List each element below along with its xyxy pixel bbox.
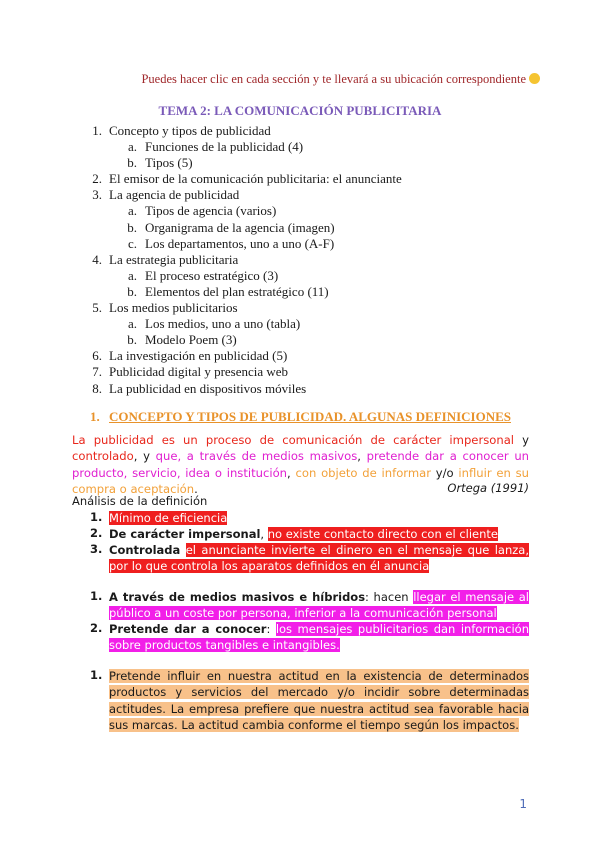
toc-item-number: 1. — [92, 123, 102, 138]
definition-part-2: y — [514, 433, 530, 447]
list-item-content — [109, 526, 529, 542]
list-item-content — [109, 510, 529, 526]
toc-item-label[interactable]: La investigación en publicidad (5) — [109, 348, 288, 364]
list-item-number: 1. — [90, 510, 103, 524]
toc-item-number: a. — [127, 267, 137, 283]
toc-item-label[interactable]: Los departamentos, uno a uno (A-F) — [145, 235, 335, 251]
toc-item-number: 7. — [92, 364, 102, 380]
toc-item[interactable] — [0, 364, 600, 380]
document-title: TEMA 2: LA COMUNICACIÓN PUBLICITARIA — [158, 103, 442, 118]
toc-item-label[interactable]: El proceso estratégico (3) — [145, 267, 279, 283]
section-number: 1. — [90, 409, 100, 424]
definition-part-3: controlado — [72, 449, 134, 464]
definition-part-9: con objeto de informar — [295, 465, 432, 480]
toc-item-number: 8. — [92, 380, 102, 396]
toc-item-label[interactable]: La agencia de publicidad — [109, 187, 240, 203]
list-item-number: 2. — [90, 621, 103, 635]
navigation-note — [0, 72, 540, 87]
toc-item[interactable] — [0, 381, 600, 397]
toc-item-label[interactable]: Elementos del plan estratégico (11) — [145, 283, 329, 299]
toc-item-label[interactable]: Publicidad digital y presencia web — [109, 364, 289, 380]
definition-part-8: , — [287, 465, 296, 480]
toc-subitem[interactable] — [0, 316, 600, 332]
toc-item-label[interactable]: Concepto y tipos de publicidad — [109, 123, 271, 138]
definition-part-10: y/o — [431, 465, 459, 480]
definition-part-6: , — [357, 449, 367, 464]
toc-item-number: 5. — [92, 300, 102, 316]
toc-item-label[interactable]: Los medios publicitarios — [109, 300, 238, 316]
toc-item[interactable] — [0, 252, 600, 268]
bold-term: Pretende dar a conocer — [109, 622, 267, 636]
toc-item-number: b. — [127, 219, 137, 235]
highlighted-text: no existe contacto directo con el cliente — [267, 527, 499, 541]
definition-part-5: que, a través de medios masivos — [155, 449, 358, 464]
toc-item-number: a. — [127, 316, 137, 332]
toc-item-label[interactable]: La publicidad en dispositivos móviles — [109, 380, 307, 396]
toc-item-number: b. — [127, 283, 137, 299]
definition-part-4: , y — [133, 449, 156, 464]
highlighted-text: Pretende influir en nuestra actitud en la existencia de determinados productos y servicios del mercado y/o incidir sobre determinadas actitudes. La empresa prefiere que nuestra actitud sea favorable hacia sus marcas. La actitud cambia conforme el tiempo según los impactos. — [109, 669, 529, 732]
section-title-link[interactable]: CONCEPTO Y TIPOS DE PUBLICIDAD. ALGUNAS DEFINICIONES — [109, 409, 511, 424]
toc-item[interactable] — [0, 300, 600, 316]
toc-subitem[interactable] — [0, 284, 600, 300]
toc-item[interactable] — [0, 171, 600, 187]
list-item-content — [109, 621, 529, 654]
separator-text — [180, 543, 185, 557]
separator-text: : — [266, 622, 276, 636]
toc-item-label[interactable]: Tipos (5) — [145, 155, 193, 171]
toc-item-label[interactable]: Funciones de la publicidad (4) — [145, 139, 304, 155]
note-text: Puedes hacer clic en cada sección y te llevará a su ubicación correspondiente — [141, 72, 526, 86]
bold-term: Controlada — [109, 543, 181, 557]
definition-author: Ortega (1991) — [447, 481, 529, 495]
highlighted-text: el anunciante invierte el dinero en el mensaje que lanza, por lo que controla los aparatos definidos en él anuncia — [109, 543, 529, 574]
bold-term: De carácter impersonal — [109, 527, 261, 541]
toc-item-label[interactable]: Organigrama de la agencia (imagen) — [145, 219, 335, 235]
highlighted-text: los mensajes publicitarios dan información sobre productos tangibles e intangibles. — [109, 622, 529, 653]
toc-subitem[interactable] — [0, 332, 600, 348]
separator-text: , — [260, 527, 268, 541]
highlighted-text: llegar el mensaje al público a un coste por persona, inferior a la comunicación personal — [109, 590, 529, 621]
list-item-content — [109, 668, 529, 733]
toc-item-number: 2. — [92, 171, 102, 187]
toc-item-label[interactable]: Los medios, uno a uno (tabla) — [145, 316, 301, 332]
toc-subitem[interactable] — [0, 139, 600, 155]
list-item-number: 2. — [90, 526, 103, 540]
list-item-content — [109, 542, 529, 575]
toc-item[interactable] — [0, 187, 600, 203]
list-item-number: 1. — [90, 589, 103, 603]
toc-item-label[interactable]: La estrategia publicitaria — [109, 251, 239, 267]
toc-item-number: 6. — [92, 348, 102, 364]
toc-item-number: a. — [127, 203, 137, 219]
page-number: 1 — [519, 797, 527, 811]
toc-item-number: a. — [127, 139, 137, 155]
separator-text: : hacen — [365, 590, 414, 604]
toc-item-number: b. — [127, 332, 137, 348]
table-of-contents — [0, 123, 600, 397]
definition-part-7: pretende dar a conocer un producto, servicio, idea o institución — [72, 449, 530, 480]
toc-subitem[interactable] — [0, 268, 600, 284]
toc-item-label[interactable]: El emisor de la comunicación publicitaria: el anunciante — [109, 171, 402, 187]
toc-item-number: 4. — [92, 251, 102, 267]
toc-item-label[interactable]: Tipos de agencia (varios) — [145, 203, 277, 219]
toc-subitem[interactable] — [0, 236, 600, 252]
bold-term: A través de medios masivos e híbridos — [109, 590, 366, 604]
definition-part-1: La publicidad es un proceso de comunicación de carácter impersonal — [72, 433, 515, 447]
toc-item[interactable] — [0, 348, 600, 364]
toc-item-number: 3. — [92, 187, 102, 203]
analysis-label: Análisis de la definición — [72, 494, 208, 508]
definition-part-11: influir en su compra o aceptación — [72, 465, 530, 496]
definition-part-12: . — [194, 481, 198, 496]
toc-item[interactable] — [0, 123, 600, 139]
toc-subitem[interactable] — [0, 203, 600, 219]
list-item-number: 3. — [90, 542, 103, 556]
toc-item-number: c. — [127, 235, 137, 251]
smiley-emoji-icon — [529, 73, 540, 84]
toc-subitem[interactable] — [0, 220, 600, 236]
list-item-content — [109, 589, 529, 622]
list-item-number: 1. — [90, 668, 103, 682]
toc-subitem[interactable] — [0, 155, 600, 171]
highlighted-text: Mínimo de eficiencia — [109, 511, 228, 525]
toc-item-number: b. — [127, 155, 137, 171]
toc-item-label[interactable]: Modelo Poem (3) — [145, 332, 237, 348]
